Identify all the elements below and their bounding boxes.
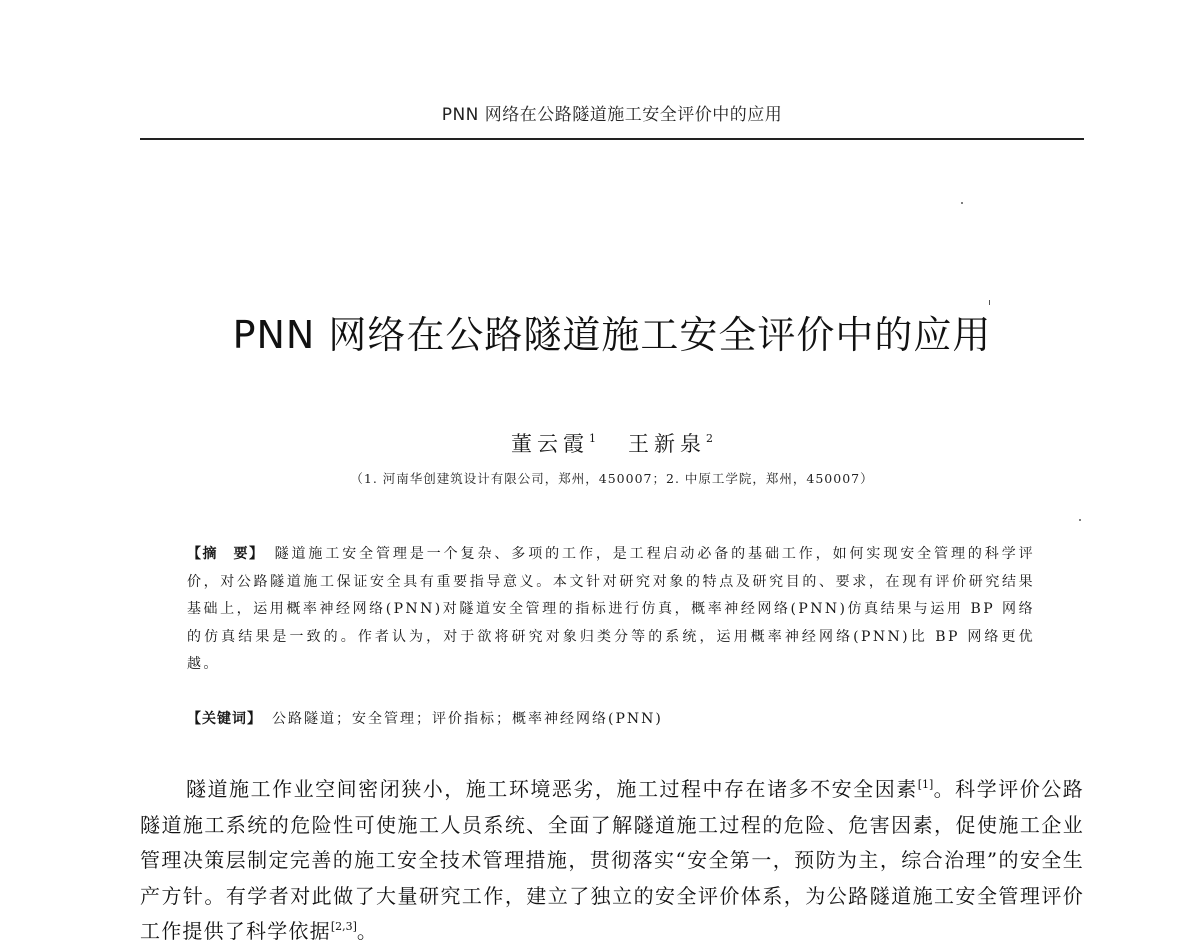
author-affiliation-mark: 2 [706, 432, 713, 445]
abstract [187, 541, 1035, 679]
citation-ref: [1] [917, 778, 934, 791]
header-rule [140, 138, 1084, 140]
author-name: 王新泉 [628, 432, 706, 456]
body-paragraph [140, 772, 1084, 950]
citation-ref: [2,3] [330, 920, 357, 933]
scan-speck [961, 202, 963, 204]
scan-speck [989, 300, 990, 305]
keywords-text: 公路隧道；安全管理；评价指标；概率神经网络(PNN) [272, 711, 663, 727]
abstract-text: 隧道施工安全管理是一个复杂、多项的工作，是工程启动必备的基础工作，如何实现安全管理的科学评价，对公路隧道施工保证安全具有重要指导意义。本文针对研究对象的特点及研究目的、要求，在现有评价研究结果基础上，运用概率神经网络(PNN)对隧道安全管理的指标进行仿真，概率神经网络(PNN)仿真结果与运用 BP 网络的仿真结果是一致的。作者认为，对于欲将研究对象归类分等的系统，运用概率神经网络(PNN)比 BP 网络更优越。 [187, 546, 1036, 672]
body-text: 。科学评价公路隧道施工系统的危险性可使施工人员系统、全面了解隧道施工过程的危险、危害因素，促使施工企业管理决策层制定完善的施工安全技术管理措施，贯彻落实“安全第一，预防为主，综合治理”的安全生产方针。有学者对此做了大量研究工作，建立了独立的安全评价体系，为公路隧道施工安全管理评价工作提供了科学依据 [140, 777, 1084, 943]
body-text: 隧道施工作业空间密闭狭小，施工环境恶劣，施工过程中存在诸多不安全因素 [186, 777, 918, 801]
body-text: 。 [356, 919, 379, 943]
running-header: PNN 网络在公路隧道施工安全评价中的应用 [441, 105, 783, 125]
abstract-label: 【摘 要】 [187, 546, 265, 562]
keywords-label: 【关键词】 [187, 711, 262, 727]
scan-speck [1079, 519, 1081, 521]
affiliation: （1. 河南华创建筑设计有限公司，郑州，450007；2. 中原工学院，郑州，450007） [350, 471, 874, 486]
keywords [187, 706, 1035, 734]
author-line [140, 428, 1084, 458]
paper-title: PNN 网络在公路隧道施工安全评价中的应用 [232, 313, 992, 357]
author-name: 董云霞 [511, 432, 589, 456]
author-affiliation-mark: 1 [589, 432, 596, 445]
